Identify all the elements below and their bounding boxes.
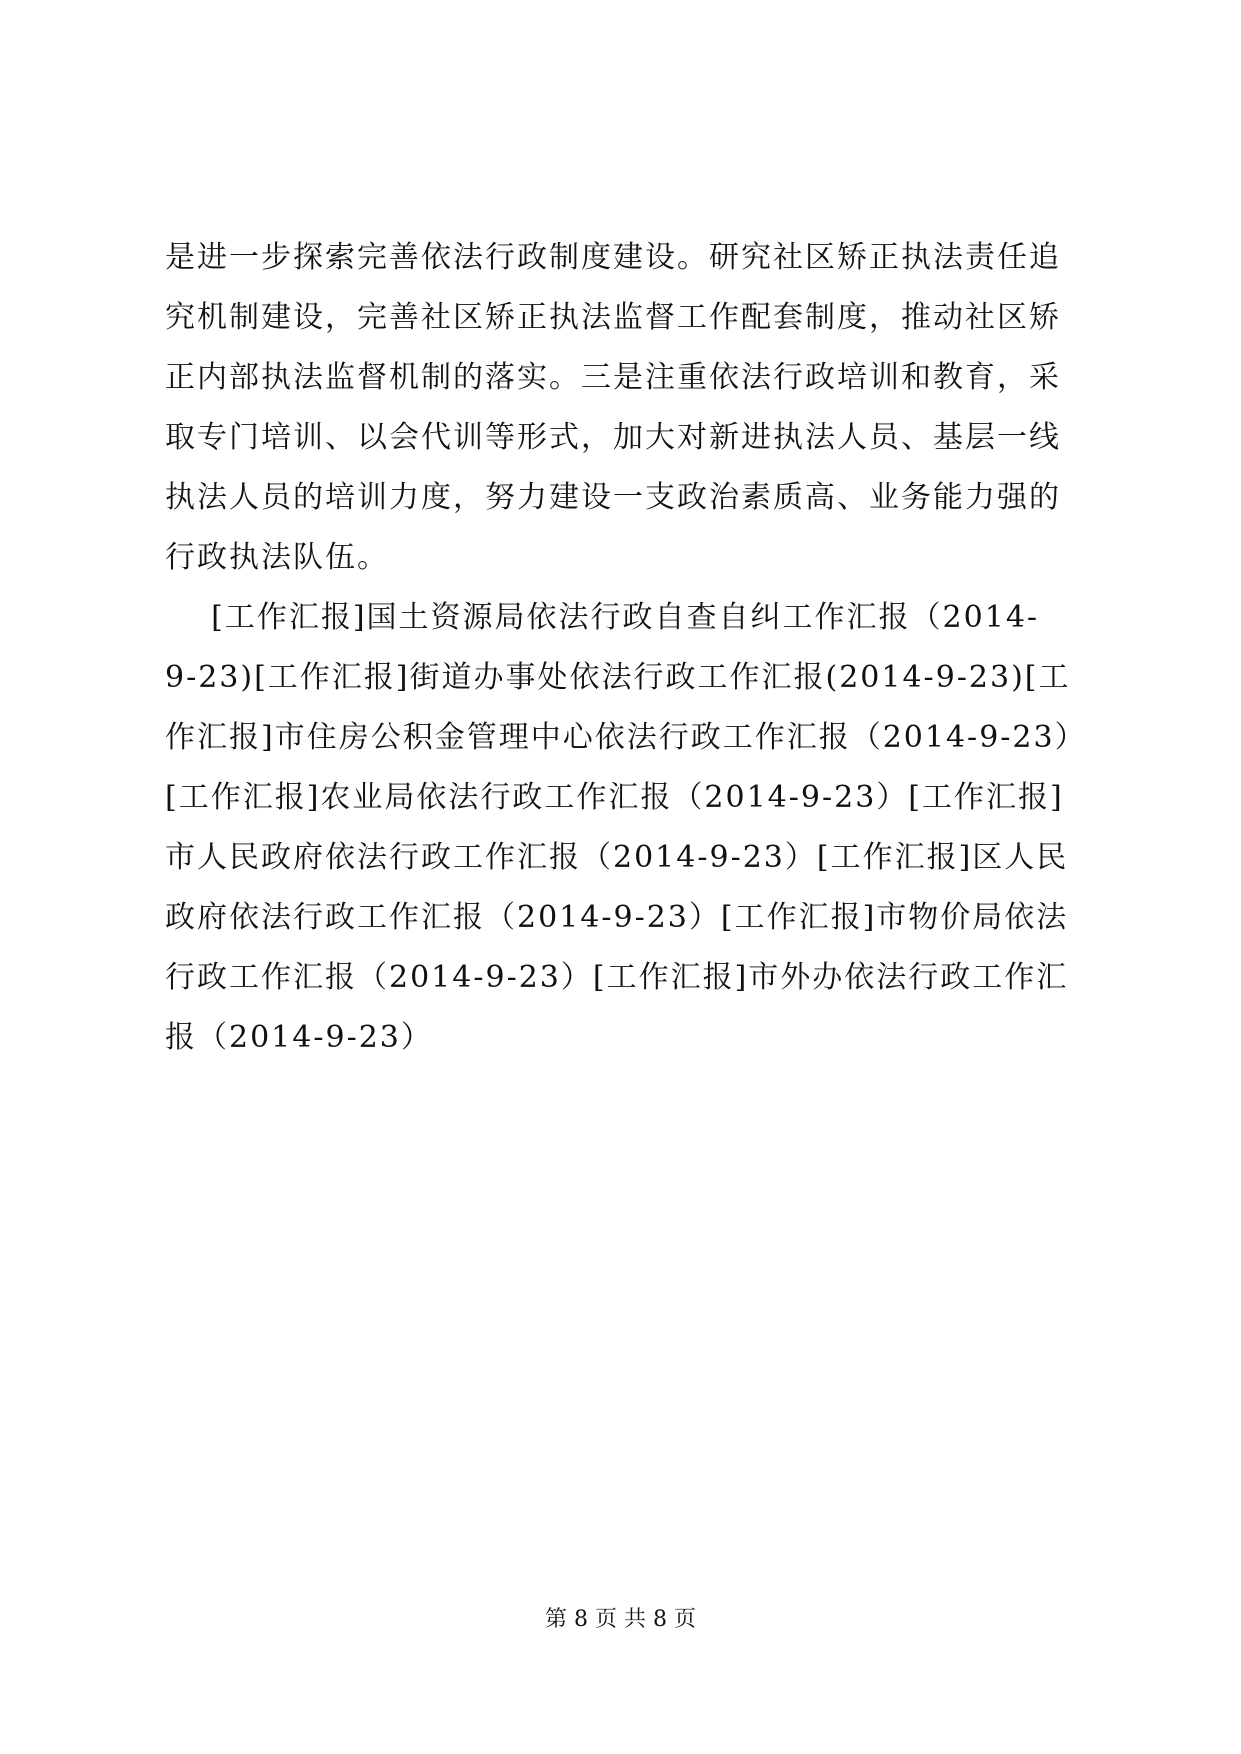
paragraph-2 [165, 588, 1085, 1068]
page-number-footer: 第 8 页 共 8 页 [545, 1607, 696, 1632]
text-line: 市人民政府依法行政工作汇报（2014-9-23）[工作汇报]区人民 [165, 840, 1069, 875]
document-body [165, 228, 1085, 1068]
text-line: 取专门培训、以会代训等形式，加大对新进执法人员、基层一线 [165, 420, 1061, 455]
text-line: 政府依法行政工作汇报（2014-9-23）[工作汇报]市物价局依法 [165, 900, 1069, 935]
text-line: 行政工作汇报（2014-9-23）[工作汇报]市外办依法行政工作汇 [165, 960, 1069, 995]
text-line: 作汇报]市住房公积金管理中心依法行政工作汇报（2014-9-23） [165, 720, 1087, 755]
text-line: 报（2014-9-23） [165, 1020, 433, 1055]
text-line: [工作汇报]农业局依法行政工作汇报（2014-9-23）[工作汇报] [165, 780, 1064, 815]
paragraph-1 [165, 228, 1085, 588]
text-line: 正内部执法监督机制的落实。三是注重依法行政培训和教育，采 [165, 360, 1061, 395]
text-line: 行政执法队伍。 [165, 540, 389, 575]
text-line: 执法人员的培训力度，努力建设一支政治素质高、业务能力强的 [165, 480, 1061, 515]
text-line: 究机制建设，完善社区矫正执法监督工作配套制度，推动社区矫 [165, 300, 1061, 335]
text-line: [工作汇报]国土资源局依法行政自查自纠工作汇报（2014- [165, 600, 1040, 635]
text-line: 是进一步探索完善依法行政制度建设。研究社区矫正执法责任追 [165, 240, 1061, 275]
text-line: 9-23)[工作汇报]街道办事处依法行政工作汇报(2014-9-23)[工 [165, 660, 1071, 695]
